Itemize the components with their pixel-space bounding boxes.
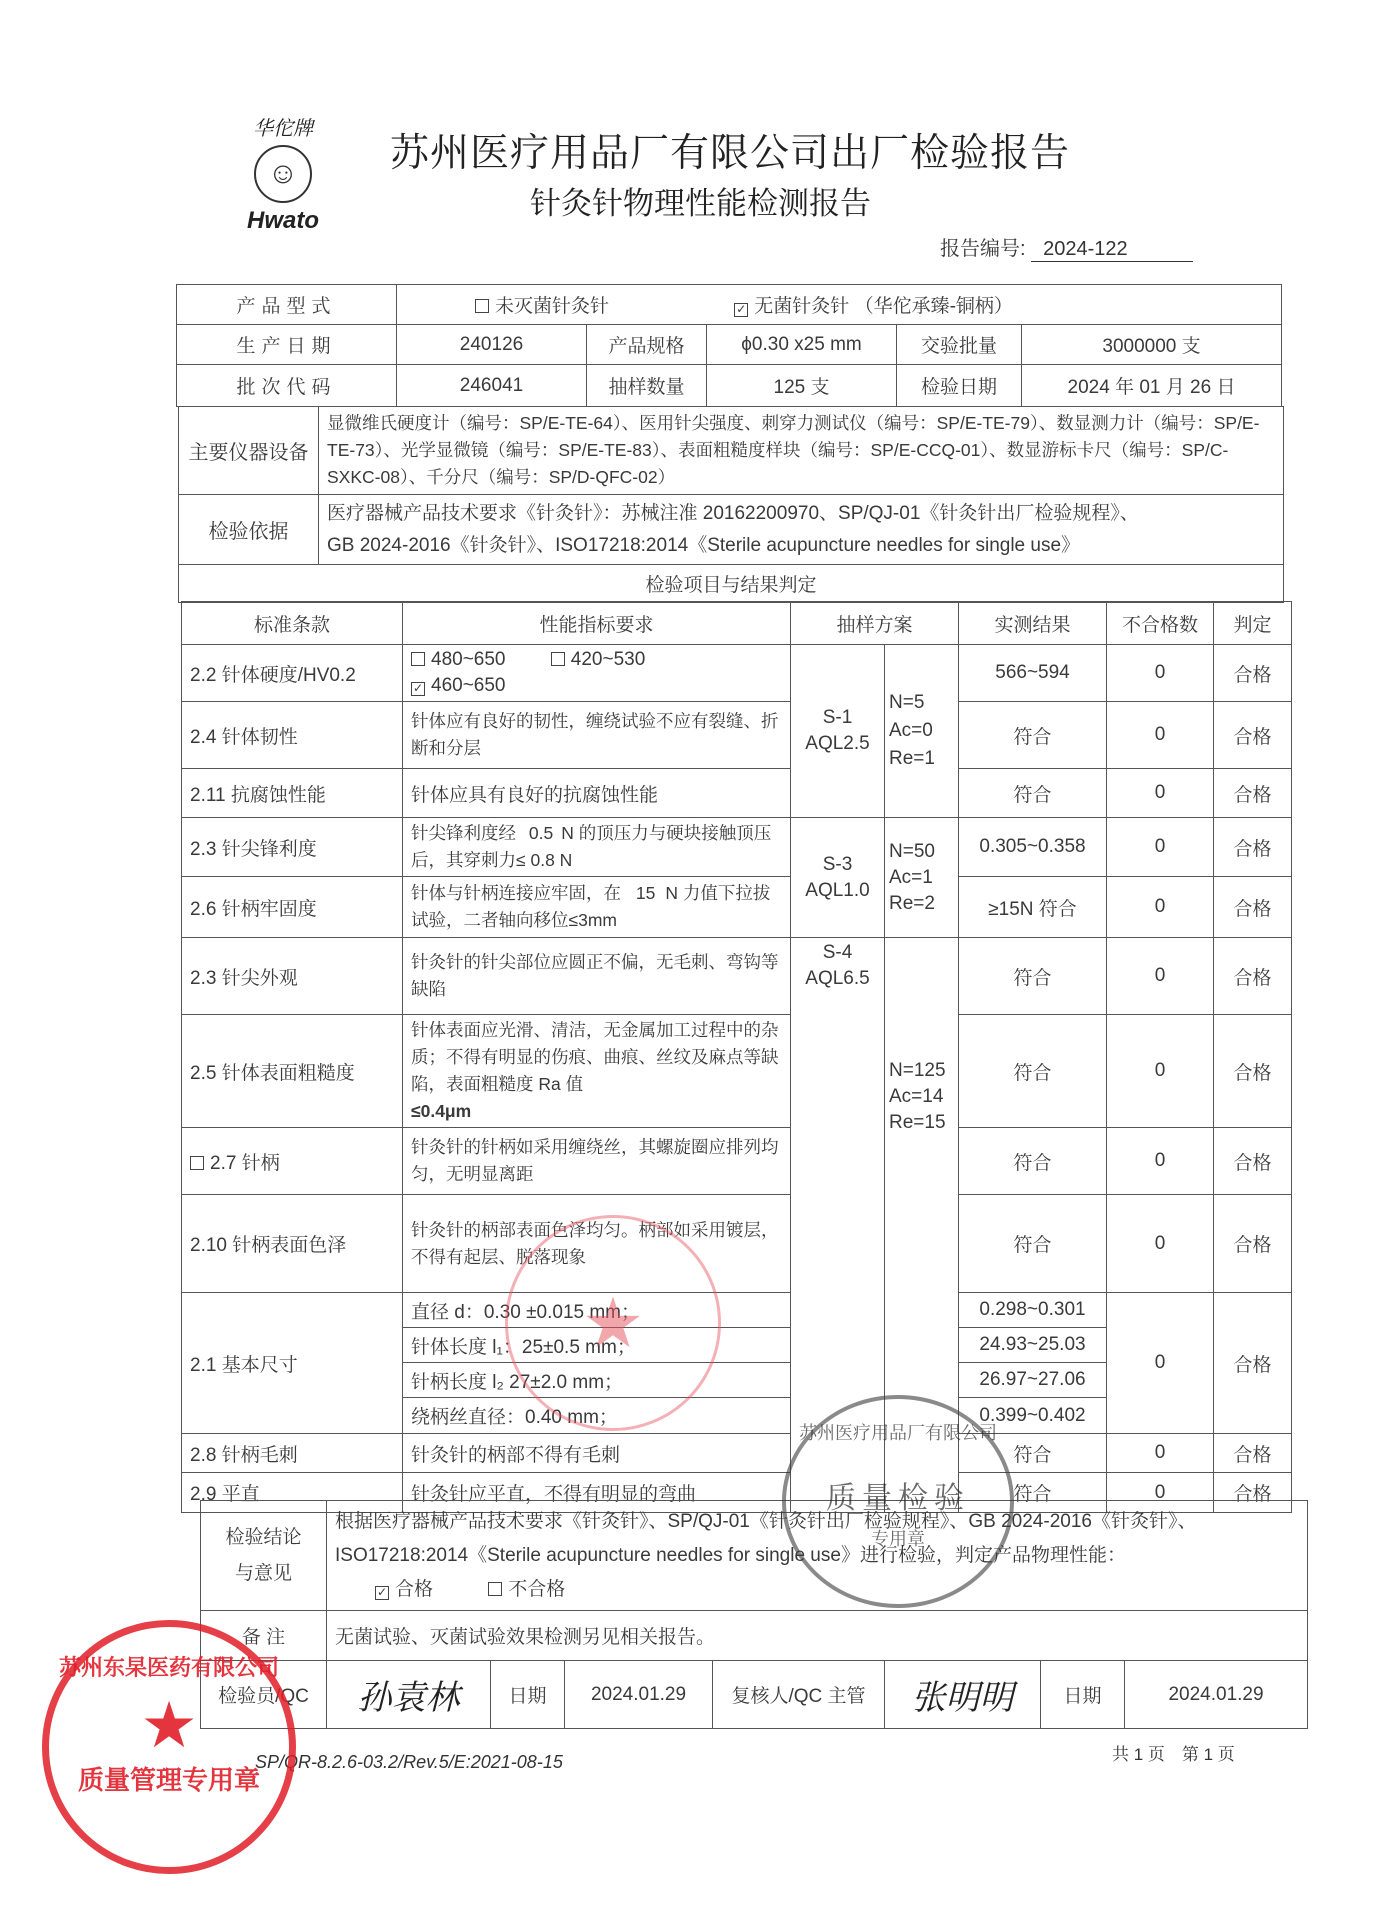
checkbox-unchecked-icon	[488, 1582, 502, 1596]
result: 0.305~0.358	[959, 818, 1107, 877]
verdict: 合格	[1214, 769, 1292, 818]
spec-label: 产品规格	[587, 325, 707, 365]
result: 符合	[959, 1473, 1107, 1513]
report-number	[940, 232, 1193, 262]
verdict: 合格	[1214, 1015, 1292, 1128]
result: 符合	[959, 702, 1107, 769]
requirement: 针体应具有良好的抗腐蚀性能	[403, 769, 791, 818]
header-verdict: 判定	[1214, 602, 1292, 645]
result: 566~594	[959, 645, 1107, 702]
company-logo	[228, 112, 338, 232]
verdict: 合格	[1214, 1473, 1292, 1513]
verdict: 合格	[1214, 1128, 1292, 1195]
page-count: 共 1 页 第 1 页	[1112, 1745, 1235, 1764]
table-row	[182, 769, 1292, 818]
checkbox-checked-icon: ✓	[736, 302, 747, 316]
header-requirement: 性能指标要求	[403, 602, 791, 645]
sample-qty-value: 125 支	[707, 365, 897, 407]
table-row	[182, 818, 1292, 877]
clause: 2.3 针尖锋利度	[182, 818, 403, 877]
requirement: 针体表面应光滑、清洁，无金属加工过程中的杂质；不得有明显的伤痕、曲痕、丝纹及麻点等缺陷，表面粗糙度 Ra 值	[411, 1020, 779, 1094]
header-result: 实测结果	[959, 602, 1107, 645]
sampling-scheme: S-1	[822, 707, 853, 728]
logo-portrait-icon: ☺	[254, 145, 312, 203]
conclusion-table	[200, 1500, 1308, 1729]
requirement-text: 针尖锋利度经	[411, 823, 516, 843]
basis-table	[178, 406, 1284, 603]
inspector-date: 2024.01.29	[565, 1661, 713, 1729]
table-row	[182, 1128, 1292, 1195]
report-number-value: 2024-122	[1031, 238, 1193, 262]
reviewer-label: 复核人/QC 主管	[713, 1661, 885, 1729]
checkbox-unchecked-icon	[411, 652, 425, 666]
verdict: 合格	[1214, 702, 1292, 769]
inspect-date-value: 2024 年 01 月 26 日	[1022, 365, 1282, 407]
conclusion-label: 与意见	[234, 1562, 292, 1584]
inspect-date-label: 检验日期	[897, 365, 1022, 407]
unsterile-label: 未灭菌针灸针	[495, 296, 610, 317]
clause: 2.4 针体韧性	[182, 702, 403, 769]
defects: 0	[1107, 1434, 1214, 1473]
lot-qty-label: 交验批量	[897, 325, 1022, 365]
hardness-option: 480~650	[431, 649, 506, 670]
reviewer-date: 2024.01.29	[1125, 1661, 1308, 1729]
remarks-label: 备 注	[201, 1611, 327, 1661]
defects: 0	[1107, 702, 1214, 769]
sample-n: N=5	[889, 692, 925, 713]
production-date-value: 240126	[397, 325, 587, 365]
report-subtitle: 针灸针物理性能检测报告	[530, 186, 871, 221]
inspection-stamp: 苏州医疗用品厂有限公司 质量检验 专用章	[782, 1395, 1014, 1608]
header-sampling: 抽样方案	[791, 602, 959, 645]
checkbox-unchecked-icon	[551, 652, 565, 666]
result: 24.93~25.03	[959, 1328, 1107, 1363]
conclusion-label: 检验结论	[225, 1526, 302, 1548]
requirement: 针灸针的柄部表面色泽均匀。柄部如采用镀层，不得有起层、脱落现象	[403, 1195, 791, 1293]
clause: 2.9 平直	[182, 1473, 403, 1513]
result: 符合	[959, 769, 1107, 818]
sample-ac: Ac=1	[889, 866, 933, 888]
conclusion-text: ISO17218:2014《Sterile acupuncture needles for single use》进行检验，判定产品物理性能：	[335, 1544, 1126, 1566]
report-title: 苏州医疗用品厂有限公司出厂检验报告	[390, 132, 1071, 175]
production-date-label: 生产日期	[177, 325, 397, 365]
requirement: 直径 d：0.30 ±0.015 mm；	[403, 1293, 791, 1328]
result: 符合	[959, 1195, 1107, 1293]
sample-qty-label: 抽样数量	[587, 365, 707, 407]
table-row	[182, 1293, 1292, 1328]
result: 26.97~27.06	[959, 1363, 1107, 1398]
report-number-label: 报告编号:	[940, 238, 1026, 260]
inspector-label: 检验员/QC	[201, 1661, 327, 1729]
defects: 0	[1107, 645, 1214, 702]
clause: 2.8 针柄毛刺	[182, 1434, 403, 1473]
table-row	[182, 702, 1292, 769]
defects: 0	[1107, 877, 1214, 938]
table-row	[182, 938, 1292, 1015]
verdict: 合格	[1214, 1195, 1292, 1293]
result: 0.399~0.402	[959, 1398, 1107, 1434]
clause: 2.3 针尖外观	[182, 938, 403, 1015]
checkbox-checked-icon: ✓	[376, 1584, 388, 1599]
checkbox-unchecked-icon	[475, 299, 489, 313]
requirement-text: N 力值下拉拔试验，二者轴向移位≤3mm	[411, 883, 771, 930]
reviewer-signature: 张明明	[885, 1661, 1041, 1729]
requirement-text: N 的顶压力与硬块接触顶压后，其穿刺力≤	[411, 823, 772, 870]
defects: 0	[1107, 1293, 1214, 1434]
clause: 2.6 针柄牢固度	[182, 877, 403, 938]
product-type-label: 产品型式	[177, 285, 397, 325]
logo-brand-cn: 华佗牌	[253, 118, 313, 140]
requirement-text: 针体与针柄连接应牢固，在	[411, 883, 621, 903]
requirement: 针灸针的针柄如采用缠绕丝，其螺旋圈应排列均匀，无明显离距	[403, 1128, 791, 1195]
product-type-options	[397, 285, 1282, 325]
requirement: 针柄长度 l₂ 27±2.0 mm；	[403, 1363, 791, 1398]
clause: 2.2 针体硬度/HV0.2	[182, 645, 403, 702]
requirement: 针体长度 l₁：25±0.5 mm；	[403, 1328, 791, 1363]
star-icon: ★	[581, 1284, 645, 1362]
star-icon: ★	[140, 1689, 198, 1761]
clause: 2.5 针体表面粗糙度	[182, 1015, 403, 1128]
defects: 0	[1107, 1015, 1214, 1128]
verdict: 合格	[1214, 645, 1292, 702]
requirement: 针灸针应平直，不得有明显的弯曲	[403, 1473, 791, 1513]
header-clause: 标准条款	[182, 602, 403, 645]
requirement: 针体应有良好的韧性，缠绕试验不应有裂缝、折断和分层	[403, 702, 791, 769]
hardness-option: 420~530	[570, 649, 646, 670]
defects: 0	[1107, 818, 1214, 877]
verdict: 合格	[1214, 877, 1292, 938]
inspector-signature: 孙袁林	[327, 1661, 491, 1729]
sampling-aql: AQL1.0	[805, 879, 870, 901]
sterile-checkbox	[734, 296, 1013, 317]
table-row	[182, 1015, 1292, 1128]
defects: 0	[1107, 1128, 1214, 1195]
sterile-label: 无菌针灸针 （华佗承臻-铜柄）	[754, 296, 1013, 317]
unsterile-checkbox	[475, 296, 609, 317]
sample-n: N=125	[889, 1060, 946, 1081]
conclusion-text: 根据医疗器械产品技术要求《针灸针》、SP/QJ-01《针灸针出厂检验规程》、GB 2024-2016《针灸针》、	[335, 1510, 1197, 1532]
section-title: 检验项目与结果判定	[179, 565, 1284, 603]
batch-label: 批次代码	[177, 365, 397, 407]
sampling-scheme: S-4	[822, 942, 853, 963]
result: 0.298~0.301	[959, 1293, 1107, 1328]
defects: 0	[1107, 1195, 1214, 1293]
reviewer-date-label: 日期	[1041, 1661, 1125, 1729]
result: 符合	[959, 1015, 1107, 1128]
equipment-label: 主要仪器设备	[179, 407, 319, 495]
basis-label: 检验依据	[179, 495, 319, 565]
table-row	[182, 1195, 1292, 1293]
requirement: 绕柄丝直径：0.40 mm；	[403, 1398, 791, 1434]
clause: 2.1 基本尺寸	[182, 1293, 403, 1434]
verdict: 合格	[1214, 1434, 1292, 1473]
sampling-aql: AQL6.5	[805, 968, 870, 989]
defects: 0	[1107, 938, 1214, 1015]
result: 符合	[959, 938, 1107, 1015]
sample-n: N=50	[889, 840, 935, 862]
logo-brand-en: Hwato	[247, 207, 319, 234]
product-info-table	[176, 284, 1282, 407]
table-row	[182, 645, 1292, 702]
defects: 0	[1107, 1473, 1214, 1513]
sample-re: Re=15	[889, 1112, 946, 1133]
basis-line-2: GB 2024-2016《针灸针》、ISO17218:2014《Sterile acupuncture needles for single use》	[327, 534, 1081, 556]
sampling-aql: AQL2.5	[805, 733, 870, 754]
header-defects: 不合格数	[1107, 602, 1214, 645]
clause: 2.11 抗腐蚀性能	[182, 769, 403, 818]
equipment-value: 显微维氏硬度计（编号：SP/E-TE-64）、医用针尖强度、刺穿力测试仪（编号：SP/E-TE-79）、数显测力计（编号：SP/E-TE-73）、光学显微镜（编号：SP/E-TE-83）、表面粗糙度样块（编号：SP/E-CCQ-01）、数显游标卡尺（编号：SP/C-SXKC-08）、千分尺（编号：SP/D-QFC-02）	[319, 407, 1284, 495]
batch-value: 246041	[397, 365, 587, 407]
defects: 0	[1107, 769, 1214, 818]
form-code: SP/QR-8.2.6-03.2/Rev.5/E:2021-08-15	[255, 1752, 563, 1772]
requirement-force: 15	[635, 883, 656, 903]
sample-re: Re=1	[889, 748, 935, 769]
remarks-text: 无菌试验、灭菌试验效果检测另见相关报告。	[327, 1611, 1308, 1661]
pass-label: 合格	[395, 1578, 434, 1600]
clause: 2.7 针柄	[210, 1152, 280, 1174]
company-qc-stamp: 苏州东杲医药有限公司 ★ 质量管理专用章	[42, 1620, 296, 1874]
fail-label: 不合格	[508, 1578, 566, 1600]
verdict: 合格	[1214, 818, 1292, 877]
requirement-limit: ≤0.4μm	[411, 1101, 472, 1121]
sampling-scheme: S-3	[822, 853, 853, 875]
result: 符合	[959, 1434, 1107, 1473]
requirement-force: 0.5	[528, 823, 554, 843]
clause: 2.10 针柄表面色泽	[182, 1195, 403, 1293]
lot-qty-value: 3000000 支	[1022, 325, 1282, 365]
requirement: 针灸针的柄部不得有毛刺	[403, 1434, 791, 1473]
inspector-date-label: 日期	[491, 1661, 565, 1729]
verdict: 合格	[1214, 938, 1292, 1015]
result: ≥15N 符合	[959, 877, 1107, 938]
basis-line-1: 医疗器械产品技术要求《针灸针》：苏械注准 20162200970、SP/QJ-01《针灸针出厂检验规程》、	[327, 502, 1139, 524]
spec-value: ϕ0.30 x25 mm	[707, 325, 897, 365]
table-row	[182, 1434, 1292, 1473]
requirement-max: 0.8 N	[530, 850, 573, 870]
verdict: 合格	[1214, 1293, 1292, 1434]
table-row	[182, 877, 1292, 938]
hardness-option: 460~650	[431, 675, 506, 696]
requirement: 针灸针的针尖部位应圆正不偏，无毛刺、弯钩等缺陷	[403, 938, 791, 1015]
sample-ac: Ac=0	[889, 720, 933, 741]
result: 符合	[959, 1128, 1107, 1195]
results-table	[181, 601, 1292, 1513]
sample-re: Re=2	[889, 892, 935, 914]
checkbox-checked-icon: ✓	[412, 681, 424, 695]
checkbox-unchecked-icon	[190, 1156, 204, 1170]
sample-ac: Ac=14	[889, 1086, 944, 1107]
